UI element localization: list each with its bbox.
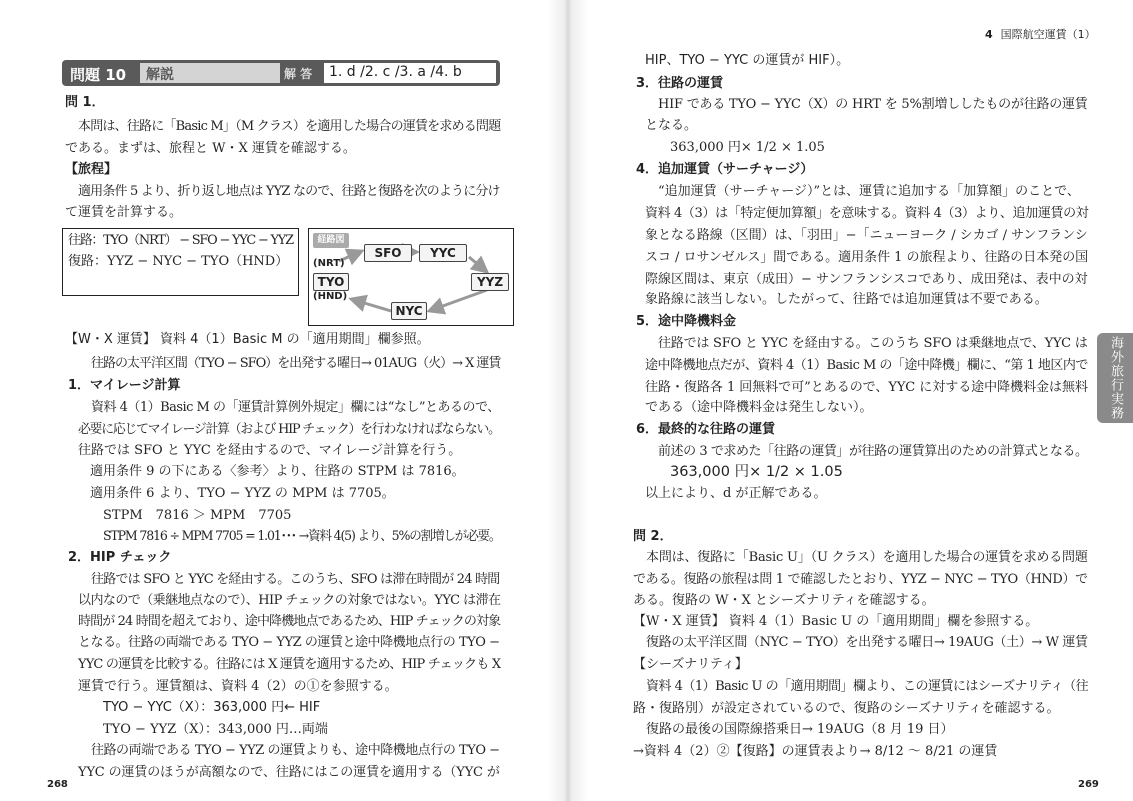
- text-line: 象となる路線（区間）は、「羽田」−「ニューヨーク / シカゴ / サンフランシ: [645, 228, 1088, 243]
- text-line: 363,000 円× 1/2 × 1.05: [670, 464, 843, 480]
- section-heading: 1．マイレージ計算: [68, 378, 181, 393]
- city-sfo: SFO: [364, 244, 412, 262]
- page-number-right: 269: [1078, 779, 1099, 790]
- route-return: 復路：YYZ − NYC − TYO（HND）: [68, 254, 289, 269]
- text-line: TYO − YYZ（X）：343,000 円…両端: [103, 722, 328, 737]
- arrow-yyc-yyz: [469, 257, 487, 272]
- text-line: 本問は、復路に「Basic U」（U クラス）を適用した場合の運賃を求める問題: [646, 550, 1088, 565]
- kaisetsu-label: 解説: [146, 67, 174, 83]
- code-nrt: (NRT): [313, 258, 345, 269]
- text-line: 時間が 24 時間を超えており、途中降機地点であるため、HIP チェックの対象: [78, 614, 501, 629]
- text-line: 必要に応じてマイレージ計算（および HIP チェック）を行わなければならない。: [78, 422, 500, 437]
- route-diagram: [308, 228, 514, 326]
- text-line: である。まずは、旅程と W・X 運賃を確認する。: [65, 141, 356, 156]
- text-line: 復路の最後の国際線搭乗日→ 19AUG（8 月 19 日）: [646, 722, 954, 737]
- text-line: となる。往路の両端である TYO − YYZ の運賃と途中降機地点行の TYO −: [78, 635, 500, 650]
- text-line: 適用条件 5 より、折り返し地点は YYZ なので、往路と復路を次のように分け: [78, 184, 500, 199]
- section-heading: 4．追加運賃（サーチャージ）: [636, 162, 814, 177]
- city-nyc: NYC: [391, 302, 427, 320]
- text-line: 本問は、往路に「Basic M」（M クラス）を適用した場合の運賃を求める問題: [78, 119, 501, 134]
- text-line: 途中降機地点だが、資料 4（1）Basic M の「途中降機」欄に、“第 1 地区内で: [645, 358, 1088, 373]
- text-line: STPM 7816 ÷ MPM 7705 = 1.01･･･ →資料 4(5) より、5%の割増しが必要。: [103, 529, 501, 544]
- answer-text: 1. d /2. c /3. a /4. b: [329, 64, 462, 80]
- section-side-tab[interactable]: 海外旅行実務: [1097, 333, 1133, 423]
- section-heading: 問 2．: [633, 529, 673, 544]
- text-line: YYC の運賃のほうが高額なので、往路にはこの運賃を適用する（YYC が: [78, 765, 500, 780]
- kaisetsu-box: [140, 63, 280, 83]
- problem-number: 問題 10: [70, 66, 127, 84]
- text-line: HIF である TYO − YYC（X）の HRT を 5%割増ししたものが往路の運賃: [658, 97, 1088, 112]
- text-line: 資料 4（1）Basic M の「運賃計算例外規定」欄には“なし”とあるので、: [91, 400, 500, 415]
- section-heading: 問 1．: [65, 95, 105, 110]
- text-line: ある。復路の W・X とシーズナリティを確認する。: [633, 593, 935, 608]
- chapter-number: 4: [985, 28, 993, 41]
- text-line: スコ / ロサンゼルス」間である。適用条件 1 の旅程より、往路の日本発の国: [645, 250, 1089, 265]
- section-heading: 【旅程】: [65, 162, 118, 177]
- arrow-yyz-nyc: [429, 290, 487, 311]
- city-tyo: TYO: [313, 273, 349, 291]
- text-line: 往路では SFO と YYC を経由する。このうち SFO は乗継地点で、YYC は: [658, 336, 1088, 351]
- arrow-nyc-tyo: [351, 299, 391, 311]
- chapter-title: 国際航空運賃（1）: [1000, 28, 1096, 41]
- section-heading: 3．往路の運賃: [636, 76, 724, 91]
- text-line: 際線区間は、東京（成田）− サンフランシスコであり、成田発は、表中の対: [645, 272, 1088, 287]
- text-line: である。復路の旅程は問 1 で確認したとおり、YYZ − NYC − TYO（HND）で: [633, 572, 1088, 587]
- diagram-label: 経路図: [313, 233, 349, 248]
- text-line: である（途中降機料金は発生しない）。: [645, 400, 873, 415]
- text-line: 以上により、d が正解である。: [645, 486, 827, 501]
- text-line: STPM 7816 ＞ MPM 7705: [103, 508, 292, 523]
- text-line: 適用条件 9 の下にある〈参考〉より、往路の STPM は 7816。: [90, 464, 465, 479]
- section-heading: 2．HIP チェック: [68, 550, 172, 565]
- route-outbound: 往路：TYO（NRT） − SFO − YYC − YYZ: [68, 233, 293, 248]
- city-yyz: YYZ: [471, 273, 509, 291]
- text-line: 【W・X 運賃】 資料 4（1）Basic M の「適用期間」欄参照。: [65, 332, 430, 347]
- problem-banner: [62, 60, 500, 86]
- book-gutter: [548, 0, 588, 801]
- text-line: 往路の太平洋区間（TYO − SFO）を出発する曜日→ 01AUG（火）→ X 運賃: [91, 356, 501, 371]
- text-line: 363,000 円× 1/2 × 1.05: [670, 140, 825, 155]
- text-line: YYC の運賃を比較する。往路には X 運賃を適用するため、HIP チェックも X: [78, 657, 501, 672]
- text-line: →資料 4（2）②【復路】の運賃表より→ 8/12 〜 8/21 の運賃: [633, 744, 998, 759]
- answer-box: [324, 63, 496, 83]
- text-line: 往路では SFO と YYC を経由する。このうち、SFO は滞在時間が 24 時間: [91, 572, 500, 587]
- route-box: [62, 228, 299, 296]
- text-line: て運賃を計算する。: [65, 205, 183, 220]
- running-head: [985, 26, 1096, 42]
- text-line: となる。: [645, 118, 698, 133]
- text-line: 路・復路別）が設定されているので、復路のシーズナリティを確認する。: [633, 701, 1060, 716]
- text-line: 象路線に該当しない。したがって、往路では追加運賃は不要である。: [645, 292, 1048, 307]
- text-line: 【シーズナリティ】: [633, 657, 748, 672]
- text-line: 前述の 3 で求めた「往路の運賃」が往路の運賃算出のための計算式となる。: [658, 444, 1088, 459]
- text-line: 往路の両端である TYO − YYZ の運賃よりも、途中降機地点行の TYO −: [91, 743, 500, 758]
- text-line: 【W・X 運賃】 資料 4（1）Basic U の「適用期間」欄を参照する。: [633, 614, 1039, 629]
- section-heading: 5．途中降機料金: [636, 314, 737, 329]
- text-line: 運賃で行う。運賃額は、資料 4（2）の①を参照する。: [78, 679, 398, 694]
- text-line: “追加運賃（サーチャージ）”とは、運賃に追加する「加算額」のことで、: [658, 184, 1080, 199]
- code-hnd: (HND): [313, 291, 348, 302]
- text-line: TYO − YYC（X）：363,000 円← HIF: [103, 700, 321, 715]
- text-line: 適用条件 6 より、TYO − YYZ の MPM は 7705。: [90, 486, 395, 501]
- city-yyc: YYC: [419, 244, 467, 262]
- text-line: 復路の太平洋区間（NYC − TYO）を出発する曜日→ 19AUG（土）→ W 運賃: [646, 635, 1088, 650]
- text-line: 往路では SFO と YYC を経由するので、マイレージ計算を行う。: [78, 443, 462, 458]
- section-heading: 6．最終的な往路の運賃: [636, 422, 776, 437]
- text-line: 資料 4（3）は「特定便加算額」を意味する。資料 4（3）より、追加運賃の対: [645, 206, 1089, 221]
- text-line: 以内なので（乗継地点なので）、HIP チェックの対象ではない。YYC は滞在: [78, 593, 501, 608]
- text-line: 往路・復路各 1 回無料で可”とあるので、YYC に対する途中降機料金は無料: [645, 380, 1088, 395]
- text-line: HIP、TYO − YYC の運賃が HIF）。: [645, 53, 850, 68]
- page-number-left: 268: [47, 779, 68, 790]
- text-line: 資料 4（1）Basic U の「適用期間」欄より、この運賃にはシーズナリティ（往: [646, 679, 1089, 694]
- answer-label: 解 答: [284, 67, 313, 81]
